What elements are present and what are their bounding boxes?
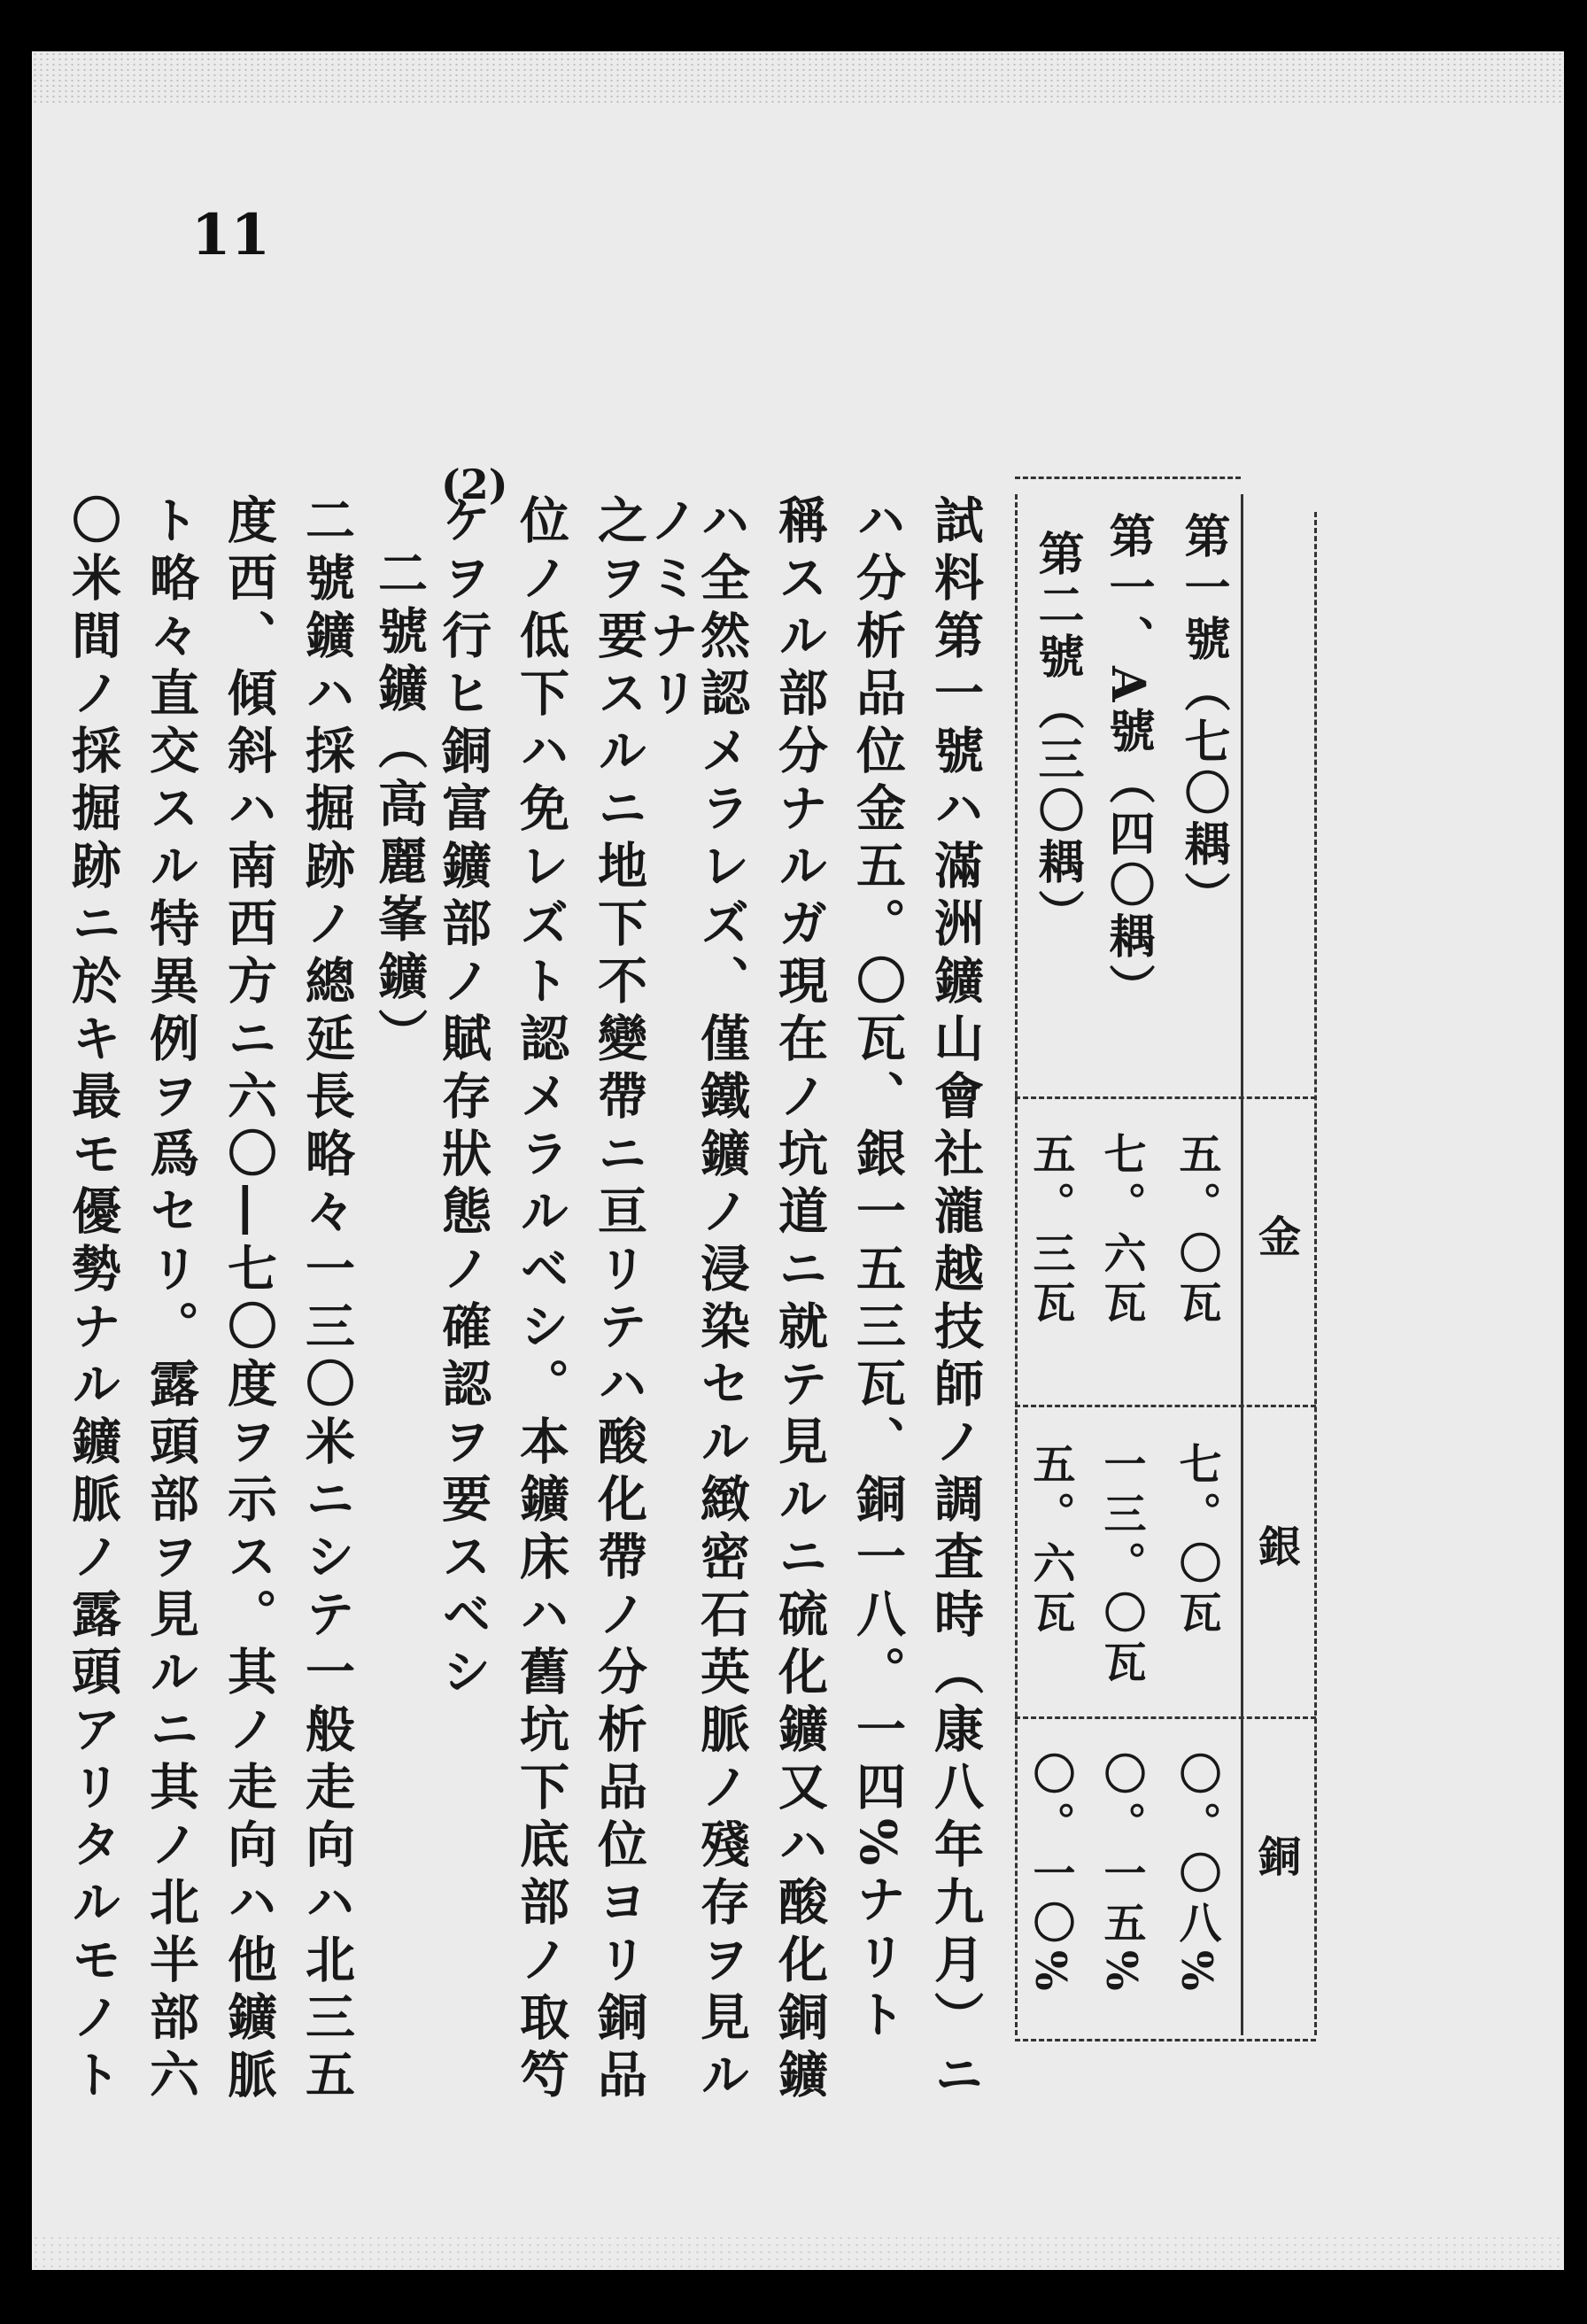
document-page (32, 51, 1564, 2270)
text-column: ケヲ行ヒ銅富鑛部ノ賦存狀態ノ確認ヲ要スベシ (434, 494, 492, 1703)
text-column: 試料第一號ハ滿洲鑛山會社瀧越技師ノ調査時（康八年九月）ニ (926, 494, 985, 2106)
table-row-divider-3 (1015, 1716, 1316, 1719)
table-border-left (1015, 494, 1018, 2035)
row-label: 第二號（三〇耦） (1030, 530, 1084, 941)
row-label: 第一號（七〇耦） (1176, 512, 1230, 923)
row-copper-value: 〇。一〇% (1026, 1752, 1075, 1998)
text-column: 位ノ低下ハ免レズト認メラルベシ。本鑛床ハ舊坑下底部ノ取𥫩 (512, 494, 570, 2106)
header-gold: 金 (1258, 1212, 1302, 1262)
text-column: ハ分析品位金五。〇瓦、銀一五三瓦、銅一八。一四%ナリト (848, 494, 907, 2047)
table-border-bottom (1015, 2039, 1316, 2041)
text-column: ト略々直交スル特異例ヲ爲セリ。露頭部ヲ見ルニ其ノ北半部六 (142, 494, 200, 2106)
table-header-divider (1241, 494, 1243, 2035)
table-border-top (1015, 476, 1241, 479)
text-column: ハ全然認メラレズ、僅鐵鑛ノ浸染セル緻密石英脈ノ殘存ヲ見ル (693, 494, 751, 2106)
text-column: 二號鑛ハ採掘跡ノ總延長略々一三〇米ニシテ一般走向ハ北三五 (298, 494, 356, 2106)
text-column: 〇米間ノ採掘跡ニ於キ最モ優勢ナル鑛脈ノ露頭アリタルモノト (64, 494, 122, 2106)
text-column: 稱スル部分ナルガ現在ノ坑道ニ就テ見ルニ硫化鑛又ハ酸化銅鑛 (770, 494, 829, 2106)
row-gold-value: 五。〇瓦 (1172, 1132, 1221, 1330)
header-silver: 銀 (1258, 1522, 1302, 1572)
row-silver-value: 五。六瓦 (1026, 1442, 1075, 1640)
section-title: 二號鑛（高麗峯鑛） (370, 547, 429, 1065)
page-number: 11 (191, 202, 271, 268)
text-column: 度西、傾斜ハ南西方ニ六〇―七〇度ヲ示ス。其ノ走向ハ他鑛脈 (220, 494, 278, 2106)
row-label: 第一、A號（四〇耦） (1101, 512, 1155, 1016)
table-row-divider-2 (1015, 1405, 1316, 1407)
row-silver-value: 七。〇瓦 (1172, 1442, 1221, 1640)
row-copper-value: 〇。〇八% (1172, 1752, 1221, 1998)
table-row-divider-1 (1015, 1096, 1316, 1099)
header-copper: 銅 (1258, 1832, 1302, 1882)
text-column: 之ヲ要スルニ地下不變帶ニ亘リテハ酸化帶ノ分析品位ヨリ銅品 (590, 494, 648, 2106)
row-copper-value: 〇。一五% (1096, 1752, 1146, 1998)
assay-table (1015, 476, 1316, 2071)
row-gold-value: 五。三瓦 (1026, 1132, 1075, 1330)
text-column: ノミナリ (641, 494, 700, 724)
row-gold-value: 七。六瓦 (1096, 1132, 1146, 1330)
section-marker: (2) (441, 461, 508, 508)
row-silver-value: 一三。〇瓦 (1096, 1442, 1146, 1690)
table-border-right (1314, 512, 1317, 2035)
